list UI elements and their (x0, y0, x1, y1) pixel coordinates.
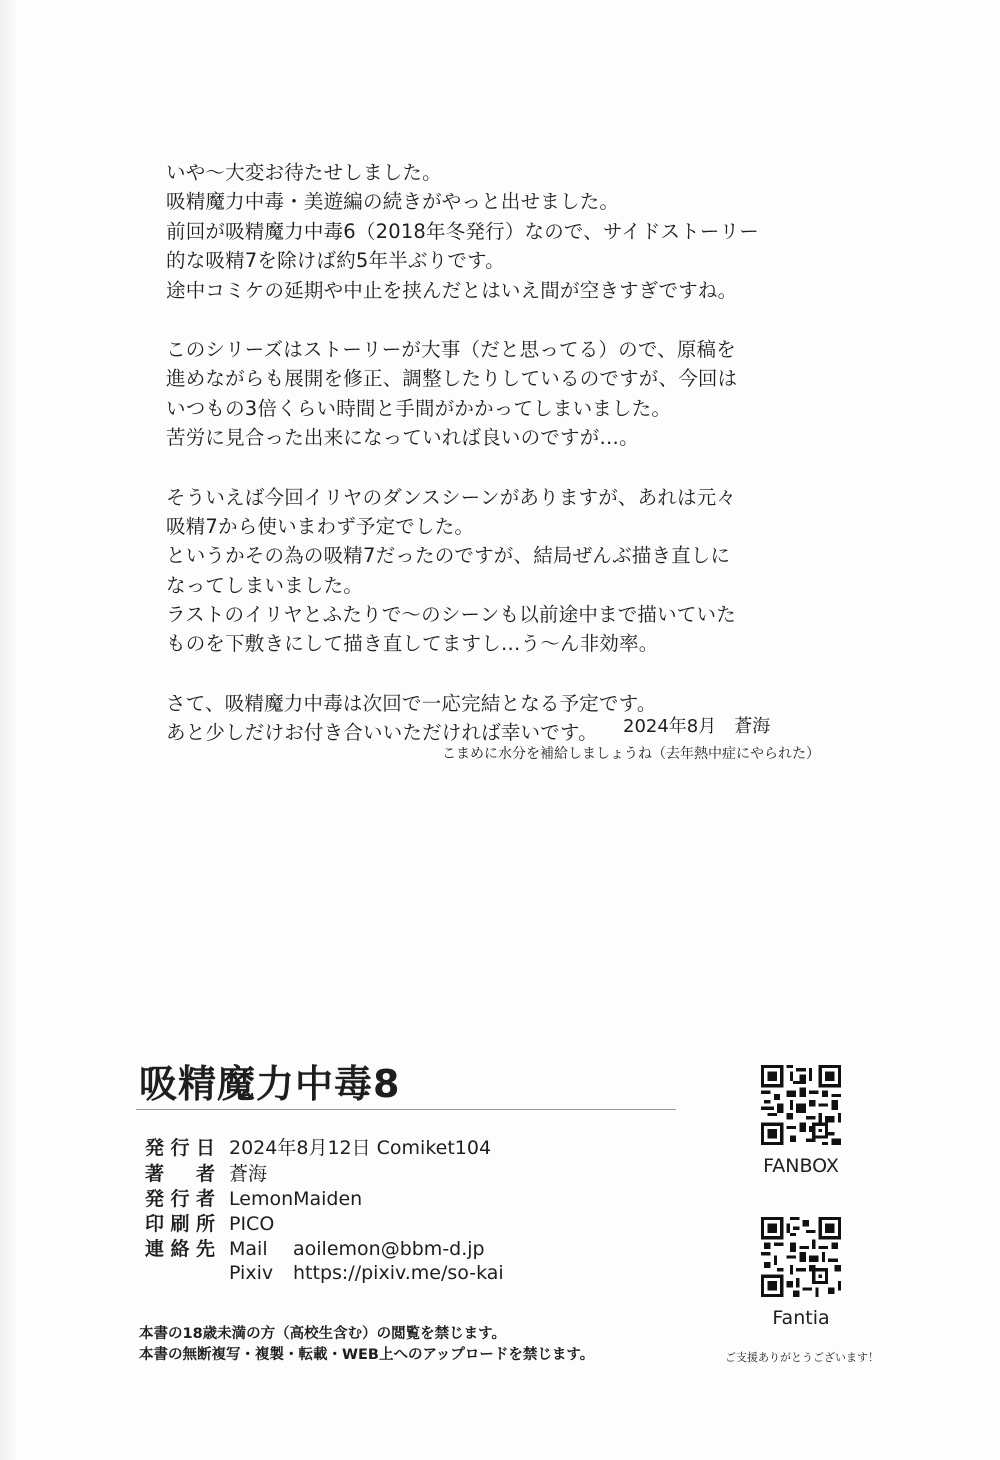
colophon-value: 蒼海 (229, 1163, 268, 1185)
qr-label-fantia: Fantia (772, 1307, 830, 1329)
afterword-line: ものを下敷きにして描き直してますし…う～ん非効率。 (166, 632, 659, 656)
qr-code-graphic (761, 1217, 841, 1297)
contact-pixiv-link[interactable]: https://pixiv.me/so-kai (293, 1262, 504, 1284)
contact-email-link[interactable]: aoilemon@bbm-d.jp (293, 1238, 485, 1260)
afterword-line: そういえば今回イリヤのダンスシーンがありますが、あれは元々 (166, 485, 737, 509)
afterword-signature (623, 712, 770, 738)
colophon-label: 発行日 (145, 1137, 215, 1159)
contact-service: Mail (229, 1238, 268, 1260)
afterword-line: というかその為の吸精7だったのですが、結局ぜんぶ描き直しに (166, 544, 731, 568)
contact-pixiv (229, 1261, 504, 1285)
afterword-line: いつもの3倍くらい時間と手間がかかってしまいました。 (166, 396, 672, 420)
afterword-line: 進めながらも展開を修正、調整したりしているのですが、今回は (166, 367, 738, 391)
colophon-label: 著者 (145, 1163, 215, 1185)
signature-date: 2024年8月 (623, 716, 717, 737)
afterword (166, 158, 856, 778)
afterword-line: 吸精魔力中毒・美遊編の続きがやっと出せました。 (166, 190, 620, 214)
afterword-line: このシリーズはストーリーが大事（だと思ってる）ので、原稿を (166, 337, 736, 361)
afterword-line: 吸精7から使いまわず予定でした。 (166, 514, 475, 538)
colophon-label: 印刷所 (145, 1213, 215, 1235)
qr-code-icon[interactable] (761, 1217, 841, 1297)
contact-mail (229, 1237, 485, 1261)
qr-code-icon[interactable] (761, 1065, 841, 1145)
qr-code-graphic (761, 1065, 841, 1145)
colophon-label: 連絡先 (145, 1238, 215, 1260)
afterword-paragraph (166, 335, 856, 453)
afterword-line: 前回が吸精魔力中毒6（2018年冬発行）なので、サイドストーリー (166, 219, 759, 243)
afterword-paragraph (166, 483, 856, 659)
copyright-notice: 本書の無断複写・複製・転載・WEB上へのアップロードを禁じます。 (139, 1347, 595, 1363)
signature-author: 蒼海 (734, 716, 771, 737)
afterword-line: なってしまいました。 (166, 573, 364, 597)
afterword-line: ラストのイリヤとふたりで～のシーンも以前途中まで描いていた (166, 603, 736, 627)
qr-label-fanbox: FANBOX (763, 1155, 839, 1177)
contact-service: Pixiv (229, 1262, 274, 1284)
afterword-line: 的な吸精7を除けば約5年半ぶりです。 (166, 249, 505, 273)
afterword-line: いや～大変お待たせしました。 (166, 161, 442, 184)
afterword-line: 苦労に見合った出来になっていれば良いのですが…。 (166, 426, 639, 450)
title-divider (136, 1109, 676, 1110)
colophon-label: 発行者 (145, 1188, 215, 1210)
support-thanks: ご支援ありがとうございます！ (725, 1351, 879, 1364)
afterword-note: こまめに水分を補給しましょうね（去年熱中症にやられた） (442, 746, 820, 762)
colophon-value: LemonMaiden (229, 1188, 363, 1210)
age-restriction-notice: 本書の18歳未満の方（高校生含む）の閲覧を禁じます。 (139, 1326, 507, 1342)
afterword-paragraph (166, 158, 856, 305)
colophon-value: PICO (229, 1213, 275, 1235)
afterword-line: さて、吸精魔力中毒は次回で一応完結となる予定です。 (166, 691, 657, 715)
afterword-line: あと少しだけお付き合いいただければ幸いです。 (166, 721, 598, 745)
book-title: 吸精魔力中毒8 (139, 1062, 401, 1106)
colophon-value: 2024年8月12日 Comiket104 (229, 1137, 492, 1159)
afterword-line: 途中コミケの延期や中止を挟んだとはいえ間が空きすぎですね。 (166, 278, 738, 302)
